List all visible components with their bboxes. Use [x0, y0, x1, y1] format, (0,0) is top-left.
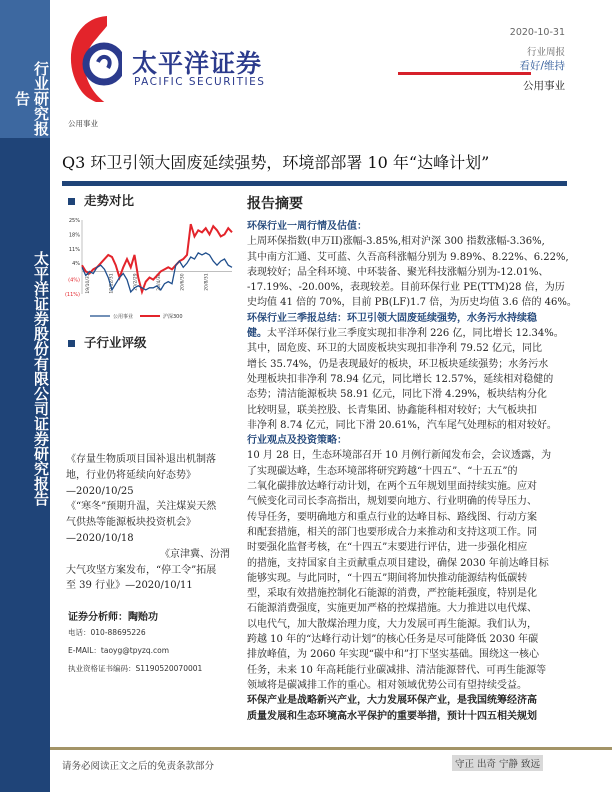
section-title-weekly: 环保行业一周行情及估值： — [247, 221, 367, 232]
summary-line: 非净利 8.74 亿元，同比下滑 20.61%，汽车尾气处理标的相对较好。 — [247, 419, 557, 431]
legend-label: 沪深300 — [163, 314, 183, 320]
summary-line: 二氧化碳排放达峰行动计划，在两个五年规划里面持续实施。应对 — [247, 481, 537, 493]
summary-line: 比较明显，联美控股、长青集团、协鑫能科相对较好；大气板块扣 — [247, 404, 537, 416]
summary-line: 型，采取有效措施控制化石能源的消费，严控能耗强度，特别是化 — [247, 588, 537, 600]
summary-line: 领域将是碳减排工作的重心。相对领域优势公司有望持续受益。 — [247, 679, 527, 691]
summary-line: 处理板块扣非净利 78.94 亿元，同比增长 12.57%，延续相对稳健的 — [247, 373, 554, 385]
summary-line: 以电代气，加大散煤治理力度，大力发展可再生能源。我们认为， — [247, 618, 537, 630]
summary-heading: 报告摘要 — [247, 196, 303, 212]
summary-line: 任务，未来 10 年高耗能行业碳减排、清洁能源替代、可再生能源等 — [247, 664, 547, 676]
summary-line: -17.19%、-20.00%，表现较差。目前环保行业 PE(TTM)28 倍，为历 — [247, 282, 565, 294]
y-tick-label: (11%) — [64, 292, 80, 298]
page-title: Q3 环卫引领大固废延续强势，环境部部署 10 年“达峰计划” — [62, 153, 490, 172]
report-type: 行业周报 — [526, 47, 565, 58]
trend-heading-text: 走势对比 — [84, 193, 135, 208]
x-tick-label: 20/6/30 — [180, 273, 186, 291]
summary-line: 态势；清洁能源板块 58.91 亿元，同比下滑 4.29%，板块结构分化 — [247, 389, 547, 401]
related-report[interactable]: 《“寒冬”预期升温，关注煤炭天然 气供热等能源板块投资机会》 —2020/10/18 — [66, 501, 217, 544]
sidebar-report-type: 行业研究报告 — [13, 60, 50, 136]
x-tick-label: 19/12/31 — [109, 273, 115, 294]
legend-label: 公用事业 — [113, 314, 134, 320]
summary-line: 传导任务，要明确地方和重点行业的达峰目标、路线图、行动方案 — [247, 511, 537, 523]
related-report[interactable]: 《京津冀、汾渭 大气攻坚方案发布，“停工令”拓展 至 39 行业》—2020/10/11 — [66, 548, 230, 592]
summary-line: 的措施，支持国家自主贡献重点项目建设，确保 2030 年前达峰目标 — [247, 557, 549, 569]
summary-line: 时要强化监督考核，在“十四五”末要进行评估，进一步强化相应 — [247, 542, 528, 554]
logo-mark-icon — [62, 12, 122, 102]
x-tick-label: 20/2/29 — [133, 273, 139, 291]
sub-industry-heading — [68, 333, 147, 351]
summary-line: 史均值 41 倍的 70%，目前 PB(LF)1.7 倍，为历史均值 3.6 倍的 46%。 — [247, 297, 577, 309]
title-divider — [62, 181, 567, 186]
y-tick-label: (4%) — [68, 277, 80, 284]
y-tick-label: 11% — [68, 246, 80, 253]
logo — [62, 12, 266, 106]
industry: 公用事业 — [523, 80, 565, 92]
logo-cn: 太平洋证券 — [132, 49, 263, 78]
summary-line: 其中南方汇通、艾可蓝、久吾高科涨幅分别为 9.89%、8.22%、6.22%, — [247, 251, 569, 263]
summary-line: 和配套措施，相关的部门也要形成合力来推动和支持这项工作。同 — [247, 526, 537, 538]
x-tick-label: 20/8/31 — [204, 273, 210, 291]
x-tick-label: 20/4/30 — [157, 273, 162, 291]
sidebar-top — [0, 0, 50, 138]
summary-line: 上周环保指数(申万II)涨幅-3.85%,相对沪深 300 指数涨幅-3.36%, — [247, 236, 545, 248]
summary-line: 排放峰值，为 2060 年实现“碳中和”打下坚实基础。围绕这一核心 — [247, 649, 540, 661]
summary-line: 质量发展和生态环境高水平保护的重要举措，预计十四五相关规划 — [247, 710, 537, 722]
report-date: 2020-10-31 — [509, 27, 565, 38]
summary-line: 环保产业是战略新兴产业，大力发展环保产业，是我国统筹经济高 — [247, 695, 537, 707]
logo-en: PACIFIC SECURITIES — [134, 76, 266, 88]
analyst-name: 证券分析师：陶贻功 — [68, 612, 158, 623]
y-tick-label: 18% — [68, 232, 80, 239]
summary-line: 能够实现。与此同时，“十四五”期间将加快推动能源结构低碳转 — [247, 572, 528, 584]
summary-line: 增长 35.74%，仍是表现最好的板块，环卫板块延续强势；水务污水 — [247, 358, 549, 370]
sub-industry-heading-text: 子行业评级 — [84, 335, 147, 350]
footer-divider — [50, 747, 612, 750]
summary-line: 其中，固危废、环卫的大固废板块实现扣非净利 79.52 亿元，同比 — [247, 343, 542, 355]
header-divider — [398, 72, 531, 75]
x-tick-label: 19/10/31 — [86, 273, 91, 294]
section-title-strategy: 行业观点及投资策略： — [247, 435, 347, 447]
related-report[interactable]: 《存量生物质项目国补退出机制落 地，行业仍将延续向好态势》 —2020/10/25 — [66, 454, 216, 497]
summary-line: 太平洋环保行业三季度实现扣非净利 226 亿，同比增长 12.34%。 — [267, 328, 564, 340]
analyst-cert: 执业资格证书编码：S1190520070001 — [68, 664, 203, 673]
analyst-phone: 电话：010-88695226 — [68, 628, 146, 637]
summary-line: 气候变化司司长李高指出，规划要向地方、行业明确的传导压力、 — [247, 496, 537, 508]
rating: 看好/维持 — [519, 60, 565, 72]
related-reports — [66, 452, 230, 594]
summary-line: 表现较好；品全科环境、中环装备、聚光科技涨幅分别为-12.01%、 — [247, 266, 549, 278]
summary-body — [247, 219, 577, 724]
square-bullet-icon — [68, 198, 75, 205]
disclaimer-note: 请务必阅读正文之后的免责条款部分 — [62, 761, 215, 772]
summary-line: 石能源消费强度，实施更加严格的控煤措施。大力推进以电代煤、 — [247, 603, 537, 615]
summary-line: 跨越 10 年的“达峰行动计划”的核心任务是尽可能降低 2030 年碳 — [247, 634, 539, 646]
y-tick-label: 4% — [72, 261, 80, 268]
sidebar-bottom — [0, 138, 50, 792]
trend-chart — [62, 212, 237, 324]
square-bullet-icon — [68, 340, 75, 347]
section-title-q3: 环保行业三季报总结：环卫引领大固废延续强势，水务污水持续稳 — [247, 312, 537, 324]
trend-heading — [68, 191, 134, 209]
summary-line: 了实现碳达峰，生态环境部将研究跨越“十四五”、“十五五”的 — [247, 465, 518, 477]
company-motto: 守正 出奇 宁静 致远 — [452, 755, 543, 771]
y-tick-label: 25% — [68, 218, 80, 224]
category-label: 公用事业 — [68, 119, 98, 128]
section-title-q3-end: 健。 — [247, 328, 267, 340]
summary-line: 10 月 28 日，生态环境部召开 10 月例行新闻发布会，会议透露，为 — [247, 450, 552, 462]
sidebar-company: 太平洋证券股份有限公司证券研究报告 — [32, 250, 50, 506]
analyst-email[interactable]: E-MAIL：taoyg@tpyzq.com — [68, 646, 170, 655]
